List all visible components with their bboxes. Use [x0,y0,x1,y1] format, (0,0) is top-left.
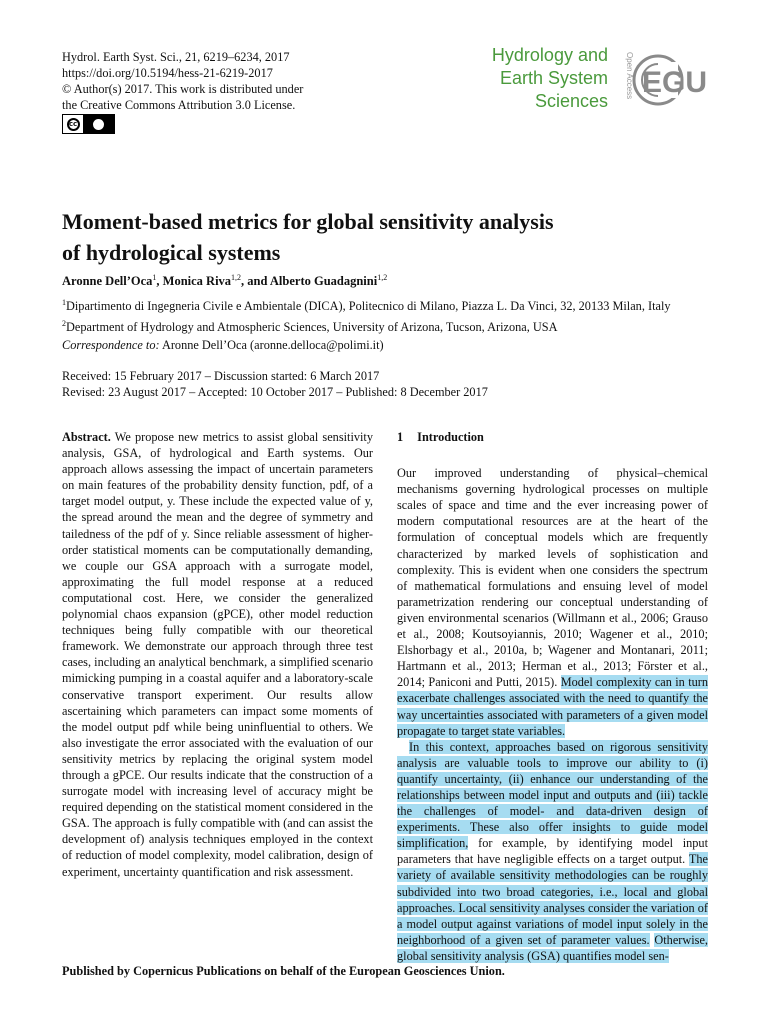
correspondence-label: Correspondence to: [62,338,160,352]
copyright-line: © Author(s) 2017. This work is distributed under [62,82,304,96]
author-affil-sup: 1 [152,273,157,282]
affiliation-text: Department of Hydrology and Atmospheric Sciences, University of Arizona, Tucson, Arizona, USA [66,320,558,335]
highlighted-text[interactable]: The variety of available sensitivity methodologies can be roughly subdivided into two broad categories, i.e., local and global approaches. Local sensitivity analyses consider the variation of a model output against variations of model input solely in the neighborhood of a given set of parameter values. [397,852,708,947]
intro-paragraph [397,739,708,964]
affiliation-text: Dipartimento di Ingegneria Civile e Ambientale (DICA), Politecnico di Milano, Piazza L. Da Vinci, 32, 20133 Milan, Italy [66,299,671,314]
section-title: Introduction [417,430,484,444]
logo-line: Sciences [534,91,608,111]
journal-logo [492,44,608,113]
author-affil-sup: 1,2 [377,273,388,282]
license-line: the Creative Commons Attribution 3.0 License. [62,98,296,112]
paper-title [62,206,662,268]
affiliation-sup: 2 [62,319,66,329]
section-number: 1 [397,430,404,444]
paragraph-text: for example, by identifying model input parameters that have negligible effects on a target output. [397,836,708,867]
journal-citation-block [62,49,303,113]
logo-line: Hydrology and [491,45,608,65]
correspondence [62,338,384,353]
affiliations [62,294,722,336]
correspondence-email[interactable]: Aronne Dell’Oca (aronne.delloca@polimi.it) [159,338,384,352]
highlighted-text[interactable]: In this context, approaches based on rigorous sensitivity analysis are valuable tools to improve our ability to (i) quantify uncertainty, (ii) enhance our understanding of the relationships between model input and outputs and (iii) tackle the challenges of model- and data-driven design of experiments. These also offer insights to guide model simplification, [397,739,708,851]
date-line: Revised: 23 August 2017 – Accepted: 10 October 2017 – Published: 8 December 2017 [62,385,488,399]
section-heading [397,429,708,445]
open-access-label [617,50,634,110]
abstract-paragraph [62,429,373,880]
abstract-label: Abstract. [62,430,111,444]
author-name: Monica Riva [162,274,232,289]
intro-paragraph [397,465,708,739]
logo-line: Earth System [499,68,608,88]
doi-link[interactable]: https://doi.org/10.5194/hess-21-6219-2017 [62,66,273,80]
affiliation-sup: 1 [62,298,66,307]
title-line: of hydrological systems [62,240,281,265]
highlighted-text[interactable]: Model complexity can in turn exacerbate challenges associated with the need to quantify the way uncertainties associated with parameters of a given model propagate to target state variables. [397,675,708,738]
author-separator: , [156,274,163,289]
abstract-column [62,429,373,880]
abstract-text: We propose new metrics to assist global sensitivity analysis, GSA, of hydrological and Earth systems. Our approach allows assessing the impact of uncertain parameters on main features of the probability density function, pdf, of a target model output, y. These include the expected value of y, the spread around the mean and the degree of symmetry and tailedness of the pdf of y. Since reliable assessment of higher-order statistical moments can be computationally demanding, we couple our GSA approach with a surrogate model, approximating the full model response at a reduced computational cost. Here, we consider the generalized polynomial chaos expansion (gPCE), other model reduction techniques being fully compatible with our theoretical framework. We demonstrate our approach through three test cases, including an analytical benchmark, a simplified scenario mimicking pumping in a coastal aquifer and a laboratory-scale conservative transport experiment. Our results allow ascertaining which parameters can impact some moments of the model output pdf while being uninfluential to others. We also investigate the error associated with the evaluation of our sensitivity metrics by replacing the original system model through a gPCE. Our results indicate that the construction of a surrogate model with increasing level of accuracy might be required depending on the statistical moment considered in the GSA. The approach is fully compatible with (and can assist the development of) analysis techniques employed in the context of reduction of model complexity, model calibration, design of experiment, uncertainty quantification and risk assessment. [62,430,373,879]
author-name: Alberto Guadagnini [269,274,378,289]
paragraph-text: Our improved understanding of physical–chemical mechanisms governing hydrological processes on multiple scales of space and time and the ever increasing power of modern computational resources are at the heart of the formulation of conceptual models which are frequently characterized by marked levels of sophistication and complexity. This is evident when one considers the spectrum of mathematical formulations and ensuing level of model parametrization rendering our conceptual understanding of given environmental scenarios (Willmann et al., 2006; Grauso et al., 2008; Koutsoyiannis, 2010; Wagener et al., 2010; Elshorbagy et al., 2010a, b; Wagener and Montanari, 2011; Hartmann et al., 2013; Herman et al., 2013; Förster et al., 2014; Paniconi and Putti, 2015). [397,466,708,690]
publisher-footer: Published by Copernicus Publications on behalf of the European Geosciences Union. [62,964,505,978]
affiliation-item [62,294,722,315]
title-line: Moment-based metrics for global sensitivity analysis [62,209,554,234]
date-line: Received: 15 February 2017 – Discussion started: 6 March 2017 [62,369,380,383]
author-separator: , and [241,274,270,289]
affiliation-item [62,315,722,336]
creative-commons-by-icon[interactable]: cc [62,114,115,134]
egu-logo-icon [630,52,710,108]
egu-text: EGU [642,66,708,99]
author-list [62,273,387,289]
citation-line: Hydrol. Earth Syst. Sci., 21, 6219–6234, 2017 [62,50,290,64]
author-affil-sup: 1,2 [231,273,242,282]
publication-dates [62,368,488,400]
highlighted-text[interactable]: Otherwise, global sensitivity analysis (GSA) quantifies model sen- [397,932,708,963]
author-name: Aronne Dell’Oca [62,274,153,289]
introduction-column [397,429,708,964]
open-access-text: Open Access [625,52,634,100]
